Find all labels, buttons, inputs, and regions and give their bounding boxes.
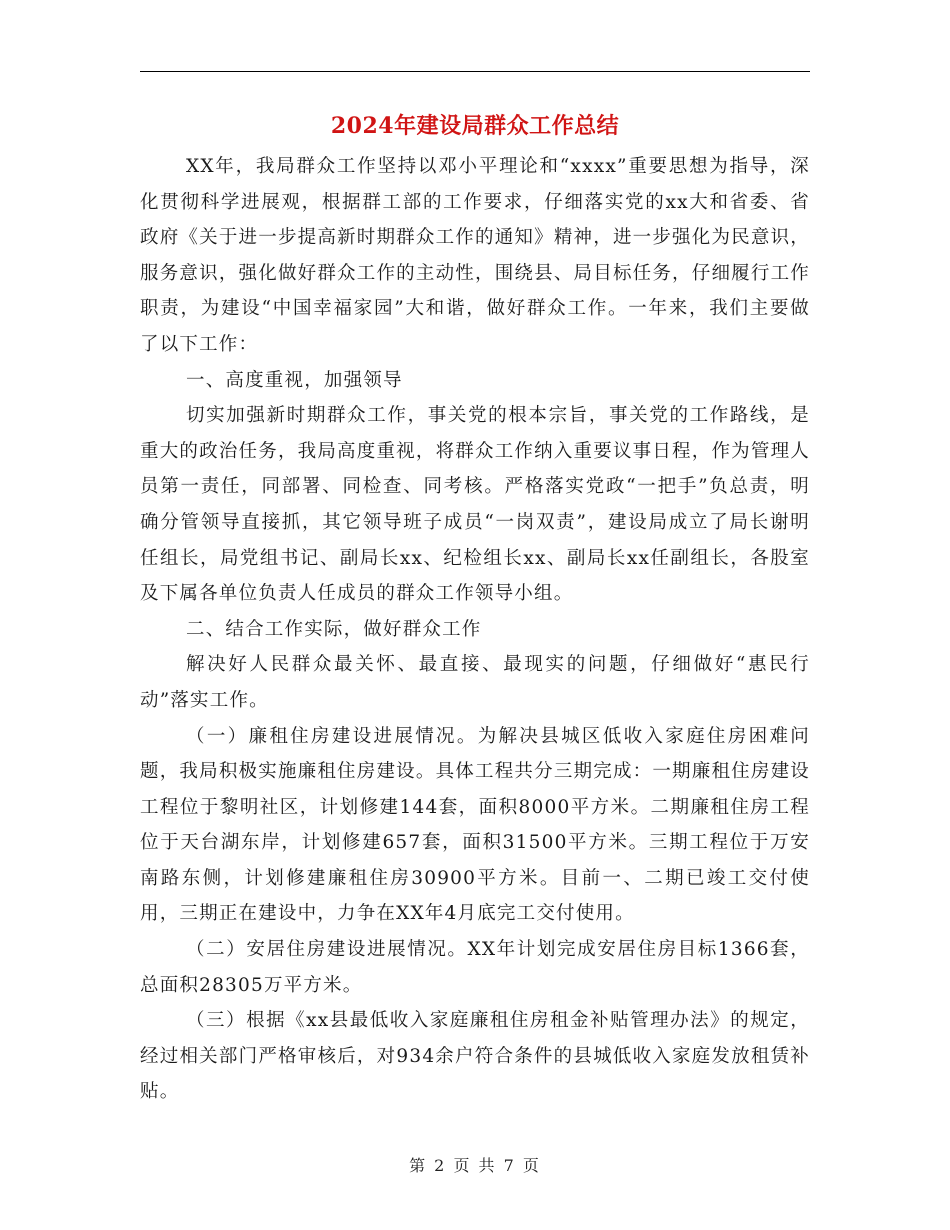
- page-number: 第 2 页 共 7 页: [409, 1156, 541, 1175]
- header-rule: [140, 71, 810, 72]
- list-item-1: （一）廉租住房建设进展情况。为解决县城区低收入家庭住房困难问题，我局积极实施廉租住房建设。具体工程共分三期完成：一期廉租住房建设工程位于黎明社区，计划修建144套，面积8000平方米。二期廉租住房工程位于天台湖东岸，计划修建657套，面积31500平方米。三期工程位于万安南路东侧，计划修建廉租住房30900平方米。目前一、二期已竣工交付使用，三期正在建设中，力争在XX年4月底完工交付使用。: [140, 725, 810, 925]
- section-heading-2: 二、结合工作实际，做好群众工作: [186, 618, 482, 640]
- document-body: [140, 149, 810, 1110]
- section-2-paragraph: 解决好人民群众最关怀、最直接、最现实的问题，仔细做好“惠民行动”落实工作。: [140, 654, 810, 711]
- list-item-3: （三）根据《xx县最低收入家庭廉租住房租金补贴管理办法》的规定，经过相关部门严格审核后，对934余户符合条件的县城低收入家庭发放租赁补贴。: [140, 1010, 810, 1103]
- section-heading-1: 一、高度重视，加强领导: [186, 369, 403, 391]
- section-1-paragraph: 切实加强新时期群众工作，事关党的根本宗旨，事关党的工作路线，是重大的政治任务，我局高度重视，将群众工作纳入重要议事日程，作为管理人员第一责任，同部署、同检查、同考核。严格落实党政“一把手”负总责，明确分管领导直接抓，其它领导班子成员“一岗双责”，建设局成立了局长谢明任组长，局党组书记、副局长xx、纪检组长xx、副局长xx任副组长，各股室及下属各单位负责人任成员的群众工作领导小组。: [140, 405, 810, 605]
- list-item-2: （二）安居住房建设进展情况。XX年计划完成安居住房目标1366套，总面积28305万平方米。: [140, 939, 810, 996]
- intro-paragraph: XX年，我局群众工作坚持以邓小平理论和“xxxx”重要思想为指导，深化贯彻科学进展观，根据群工部的工作要求，仔细落实党的xx大和省委、省政府《关于进一步提高新时期群众工作的通知》精神，进一步强化为民意识，服务意识，强化做好群众工作的主动性，围绕县、局目标任务，仔细履行工作职责，为建设“中国幸福家园”大和谐，做好群众工作。一年来，我们主要做了以下工作：: [140, 156, 810, 355]
- document-title: 2024年建设局群众工作总结: [330, 113, 620, 139]
